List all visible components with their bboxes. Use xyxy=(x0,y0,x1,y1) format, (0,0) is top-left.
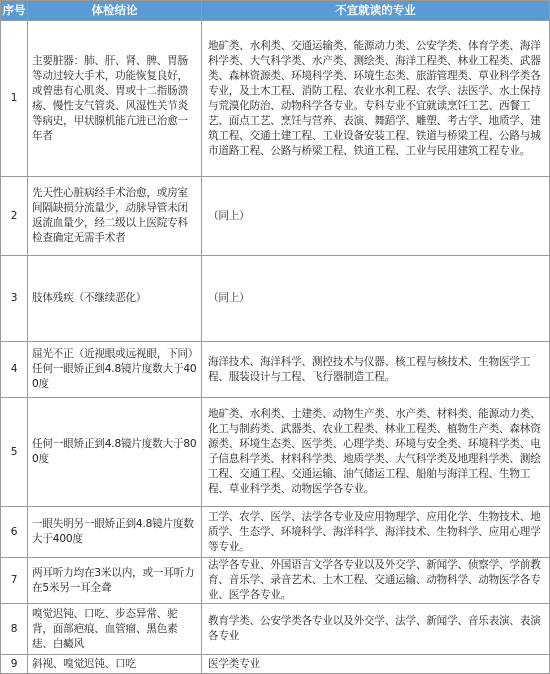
table-row xyxy=(1,342,550,398)
table-header xyxy=(1,1,550,21)
row-number: 3 xyxy=(1,256,28,342)
table-row xyxy=(1,21,550,177)
row-condition: 先天性心脏病经手术治愈，或房室间隔缺损分流量少，动脉导管未闭返流血量少，经二级以上医院专科检查确定无需手术者 xyxy=(28,177,202,256)
row-number: 1 xyxy=(1,21,28,177)
row-condition: 斜视、嗅觉迟钝、口吃 xyxy=(28,655,202,674)
row-number: 7 xyxy=(1,558,28,604)
row-majors: 海洋技术、海洋科学、测控技术与仪器、核工程与核技术、生物医学工程、服装设计与工程、飞行器制造工程。 xyxy=(202,342,550,398)
row-majors: （同上） xyxy=(202,177,550,256)
table-body xyxy=(1,21,550,674)
row-majors: 教育学类、公安学类各专业以及外交学、法学、新闻学、音乐表演、表演各专业 xyxy=(202,604,550,655)
row-number: 4 xyxy=(1,342,28,398)
header-exam-conclusion: 体检结论 xyxy=(28,1,202,21)
row-condition: 两耳听力均在3米以内，或一耳听力在5米另一耳全聋 xyxy=(28,558,202,604)
row-condition: 肢体残疾（不继续恶化） xyxy=(28,256,202,342)
row-majors: 工学、农学、医学、法学各专业及应用物理学、应用化学、生物技术、地质学、生态学、环境科学、海洋科学、海洋技术、生物科学、应用心理学等专业。 xyxy=(202,507,550,558)
row-condition: 任何一眼矫正到4.8镜片度数大于800度 xyxy=(28,398,202,507)
row-condition: 主要脏器：肺、肝、肾、脾、胃肠等动过较大手术，功能恢复良好，或曾患有心肌炎、胃或十二指肠溃疡、慢性支气管炎、风湿性关节炎等病史，甲状腺机能亢进已治愈一年者 xyxy=(28,21,202,177)
header-row xyxy=(1,1,550,21)
row-number: 6 xyxy=(1,507,28,558)
table-row xyxy=(1,655,550,674)
header-serial-number: 序号 xyxy=(1,1,28,21)
row-majors: 医学类专业 xyxy=(202,655,550,674)
table-row xyxy=(1,256,550,342)
row-majors: （同上） xyxy=(202,256,550,342)
table-row xyxy=(1,558,550,604)
header-unsuitable-majors: 不宜就读的专业 xyxy=(202,1,550,21)
row-condition: 一眼失明另一眼矫正到4.8镜片度数大于400度 xyxy=(28,507,202,558)
row-condition: 嗅觉迟钝、口吃、步态异常、驼背，面部疤痕、血管瘤、黑色素痣、白癜风 xyxy=(28,604,202,655)
table-row xyxy=(1,398,550,507)
row-number: 2 xyxy=(1,177,28,256)
table-row xyxy=(1,507,550,558)
row-condition: 屈光不正（近视眼或远视眼，下同）任何一眼矫正到4.8镜片度数大于400度 xyxy=(28,342,202,398)
table-row xyxy=(1,177,550,256)
row-majors: 地矿类、水利类、土建类、动物生产类、水产类、材料类、能源动力类、化工与制药类、武器类、农业工程类、林业工程类、植物生产类、森林资源类、环境生态类、医学类、心理学类、环境与安全类、环境科学类、电子信息科学类、材料科学类、地质学类、大气科学类及地理科学类、测绘工程、交通工程、交通运输、油气储运工程、船舶与海洋工程、生物工程、草业科学类、动物医学各专业。 xyxy=(202,398,550,507)
row-majors: 法学各专业、外国语言文学各专业以及外交学、新闻学、侦察学、学前教育、音乐学、录音艺术、土木工程、交通运输、动物科学、动物医学各专业、医学各专业。 xyxy=(202,558,550,604)
table-row xyxy=(1,604,550,655)
row-number: 5 xyxy=(1,398,28,507)
row-number: 9 xyxy=(1,655,28,674)
row-number: 8 xyxy=(1,604,28,655)
row-majors: 地矿类、水利类、交通运输类、能源动力类、公安学类、体育学类、海洋科学类、大气科学类、水产类、测绘类、海洋工程类、林业工程类、武器类、森林资源类、环境科学类、环境生态类、旅游管理类、草业科学类各专业，及土木工程、消防工程、农业水利工程、农学、法医学、水土保持与荒漠化防治、动物科学各专业。专科专业不宜就读烹饪工艺、西餐工艺、面点工艺、烹饪与营养、表演、舞蹈学、雕塑、考古学、地质学、建筑工程、交通土建工程、工业设备安装工程、铁道与桥梁工程、公路与城市道路工程、公路与桥梁工程、铁道工程、工业与民用建筑工程专业。 xyxy=(202,21,550,177)
